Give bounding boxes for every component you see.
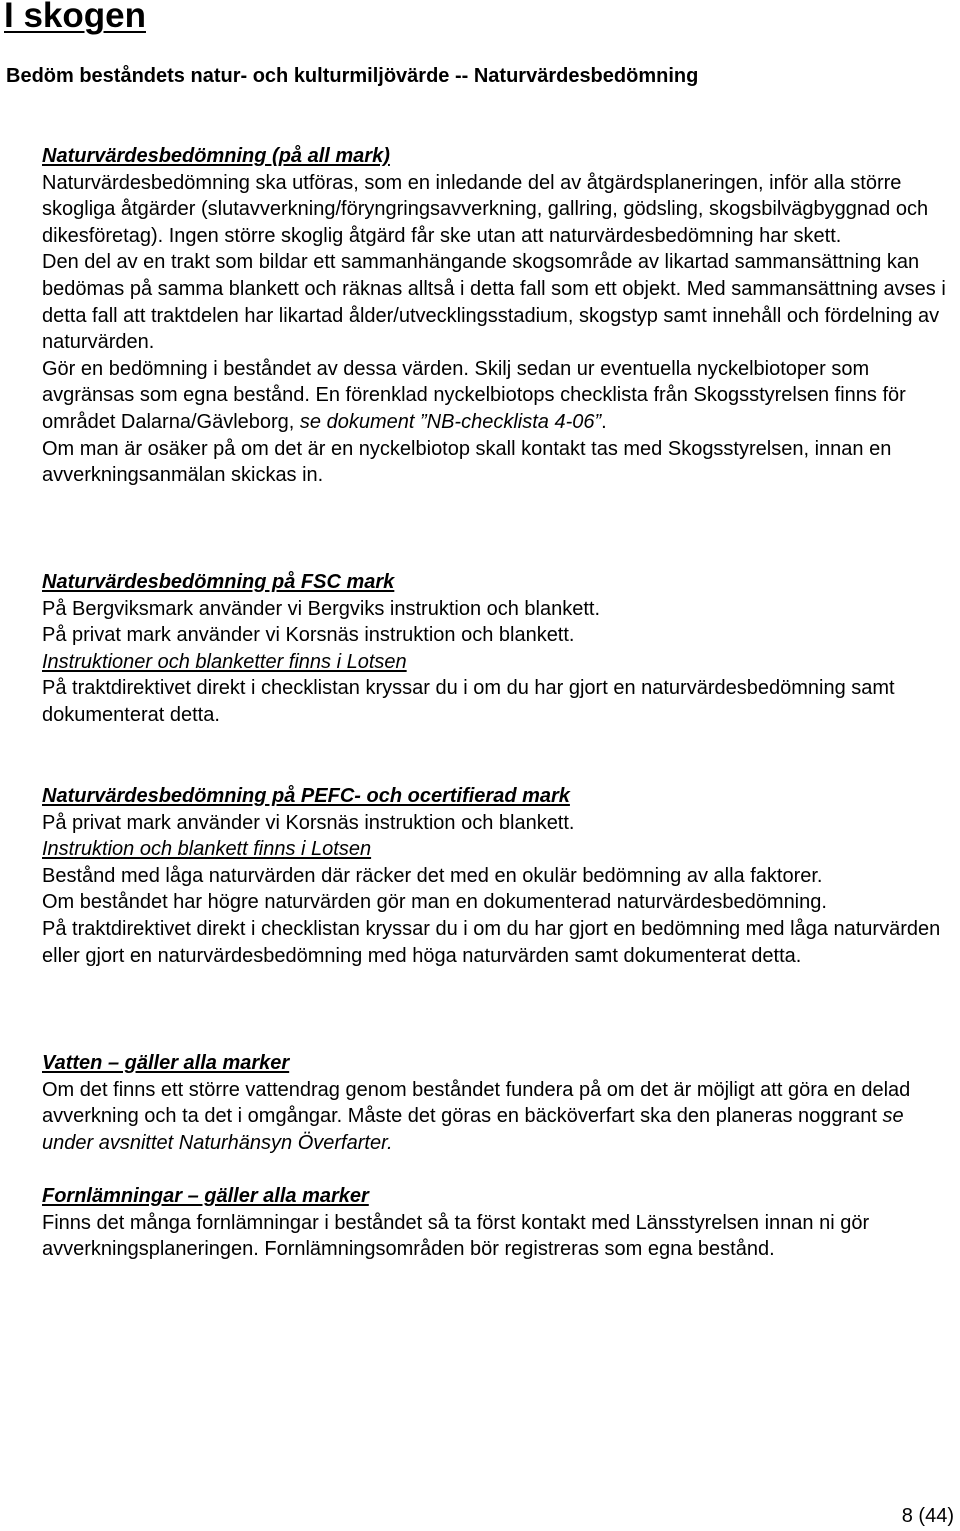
section-heading: Naturvärdesbedömning på PEFC- och ocertifierad mark bbox=[42, 785, 570, 807]
lotsen-reference: Instruktioner och blanketter finns i Lotsen bbox=[42, 650, 407, 673]
paragraph bbox=[42, 356, 958, 436]
paragraph: Finns det många fornlämningar i beståndet så ta först kontakt med Länsstyrelsen innan ni gör avverkningsplaneringen. Fornlämningsområden bör registreras som egna bestånd. bbox=[42, 1211, 870, 1261]
section-all-mark bbox=[42, 143, 958, 489]
lotsen-reference: Instruktion och blankett finns i Lotsen bbox=[42, 838, 372, 861]
page-title: I skogen bbox=[4, 0, 146, 35]
paragraph-text: . bbox=[601, 410, 607, 433]
paragraph bbox=[42, 1077, 958, 1157]
document-reference: se dokument ”NB-checklista 4-06” bbox=[299, 410, 602, 433]
paragraph: På privat mark använder vi Korsnäs instruktion och blankett. bbox=[42, 811, 575, 834]
section-heading: Naturvärdesbedömning (på all mark) bbox=[42, 145, 390, 167]
section-heading: Naturvärdesbedömning på FSC mark bbox=[42, 571, 395, 593]
paragraph-text: Om det finns ett större vattendrag genom beståndet fundera på om det är möjligt att göra en delad avverkning och ta det i omgångar. Måste det göras en bäcköverfart ska den planeras noggrant bbox=[42, 1078, 911, 1128]
section-vatten bbox=[42, 1050, 958, 1156]
page-number: 8 (44) bbox=[901, 1505, 954, 1527]
section-pefc bbox=[42, 783, 958, 969]
paragraph-text: Gör en bedömning i beståndet av dessa värden. Skilj sedan ur eventuella nyckelbiotoper som avgränsas som egna bestånd. En förenklad nyckelbiotops checklista från Skogsstyrelsen finns för området Dalarna/Gävleborg, bbox=[42, 357, 906, 433]
page-subtitle: Bedöm beståndets natur- och kulturmiljövärde -- Naturvärdesbedömning bbox=[6, 65, 699, 87]
paragraph: Om beståndet har högre naturvärden gör man en dokumenterad naturvärdesbedömning. bbox=[42, 891, 827, 914]
paragraph: Den del av en trakt som bildar ett sammanhängande skogsområde av likartad sammansättning kan bedömas på samma blankett och räknas alltså i detta fall som ett objekt. Med sammansättning avses i detta fall att traktdelen har likartad ålder/utvecklingsstadium, skogstyp samt innehåll och fördelning av naturvärden. bbox=[42, 251, 946, 354]
paragraph: På traktdirektivet direkt i checklistan kryssar du i om du har gjort en bedömning med låga naturvärden eller gjort en naturvärdesbedömning med höga naturvärden samt dokumenterat detta. bbox=[42, 917, 941, 967]
paragraph: På Bergviksmark använder vi Bergviks instruktion och blankett. bbox=[42, 597, 601, 620]
section-fsc bbox=[42, 569, 958, 729]
section-fornlamningar bbox=[42, 1183, 958, 1263]
section-reference: se under avsnittet Naturhänsyn Överfarter. bbox=[42, 1105, 904, 1154]
paragraph: Naturvärdesbedömning ska utföras, som en inledande del av åtgärdsplaneringen, inför alla större skogliga åtgärder (slutavverkning/föryngringsavverkning, gallring, gödsling, skogsbilvägbyggnad och dikesföretag). Ingen större skoglig åtgärd får ske utan att naturvärdesbedömning har skett. bbox=[42, 171, 929, 247]
section-heading: Fornlämningar – gäller alla marker bbox=[42, 1185, 369, 1207]
paragraph: Bestånd med låga naturvärden där räcker det med en okulär bedömning av alla faktorer. bbox=[42, 864, 823, 887]
paragraph: Om man är osäker på om det är en nyckelbiotop skall kontakt tas med Skogsstyrelsen, innan en avverkningsanmälan skickas in. bbox=[42, 437, 892, 487]
section-heading: Vatten – gäller alla marker bbox=[42, 1052, 290, 1074]
paragraph: På traktdirektivet direkt i checklistan kryssar du i om du har gjort en naturvärdesbedömning samt dokumenterat detta. bbox=[42, 677, 895, 726]
paragraph: På privat mark använder vi Korsnäs instruktion och blankett. bbox=[42, 624, 575, 647]
